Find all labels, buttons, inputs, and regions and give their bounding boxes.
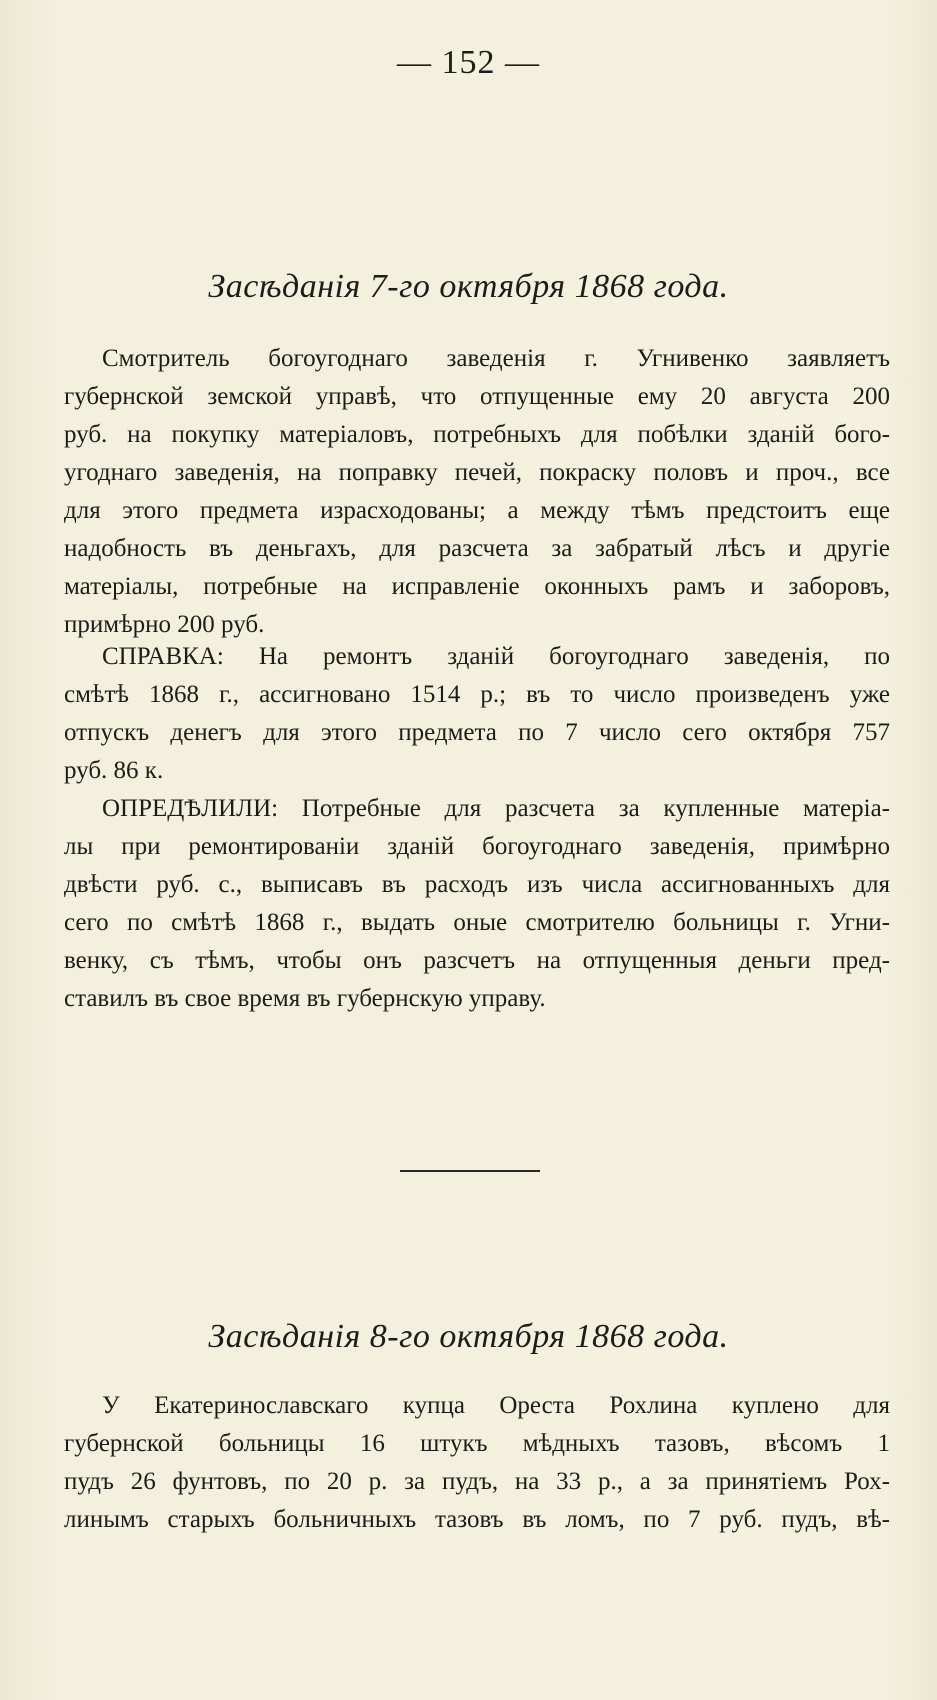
text-line: СПРАВКА: На ремонтъ зданій богоугоднаго заведенія, по [102,643,890,670]
text-line: двѣсти руб. с., выписавъ въ расходъ изъ числа ассигнованныхъ для [64,871,890,898]
text-line: лы при ремонтированіи зданій богоугоднаго заведенія, примѣрно [64,833,890,860]
text-line: руб. на покупку матеріаловъ, потребныхъ для побѣлки зданій бого- [64,421,890,448]
text-line: угоднаго заведенія, на поправку печей, покраску половъ и проч., все [64,459,890,486]
text-line: матеріалы, потребные на исправленіе оконныхъ рамъ и заборовъ, [64,573,890,600]
page-number: — 152 — [397,44,540,81]
text-line: губернской земской управѣ, что отпущенные ему 20 августа 200 [64,383,890,410]
section-divider [400,1170,540,1172]
session-heading-oct-8: Засѣданія 8-го октября 1868 года. [208,1318,729,1355]
text-line: губернской больницы 16 штукъ мѣдныхъ тазовъ, вѣсомъ 1 [64,1430,890,1457]
text-line: У Екатеринославскаго купца Ореста Рохлина куплено для [102,1392,890,1419]
text-line: ОПРЕДѢЛИЛИ: Потребные для разсчета за купленные матеріа- [102,795,890,822]
text-line: смѣтѣ 1868 г., ассигновано 1514 р.; въ то число произведенъ уже [64,681,890,708]
paragraph-report [64,340,890,644]
text-line: для этого предмета израсходованы; а между тѣмъ предстоитъ еще [64,497,890,524]
text-line: ставилъ въ свое время въ губернскую управу. [64,985,546,1012]
paragraph-purchase [64,1387,890,1539]
paragraph-resolution [64,790,890,1018]
text-line: пудъ 26 фунтовъ, по 20 р. за пудъ, на 33 р., а за принятіемъ Рох- [64,1468,890,1495]
text-line: руб. 86 к. [64,757,164,784]
text-line: линымъ старыхъ больничныхъ тазовъ въ ломъ, по 7 руб. пудъ, вѣ- [64,1506,890,1533]
text-line: отпускъ денегъ для этого предмета по 7 число сего октября 757 [64,719,890,746]
session-heading-oct-7: Засѣданія 7-го октября 1868 года. [208,268,729,305]
text-line: Смотритель богоугоднаго заведенія г. Угнивенко заявляетъ [102,345,890,372]
text-line: надобность въ деньгахъ, для разсчета за забратый лѣсъ и другіе [64,535,890,562]
text-line: примѣрно 200 руб. [64,611,265,638]
text-line: венку, съ тѣмъ, чтобы онъ разсчетъ на отпущенныя деньги пред- [64,947,890,974]
paragraph-reference [64,638,890,790]
text-line: сего по смѣтѣ 1868 г., выдать оные смотрителю больницы г. Угни- [64,909,890,936]
